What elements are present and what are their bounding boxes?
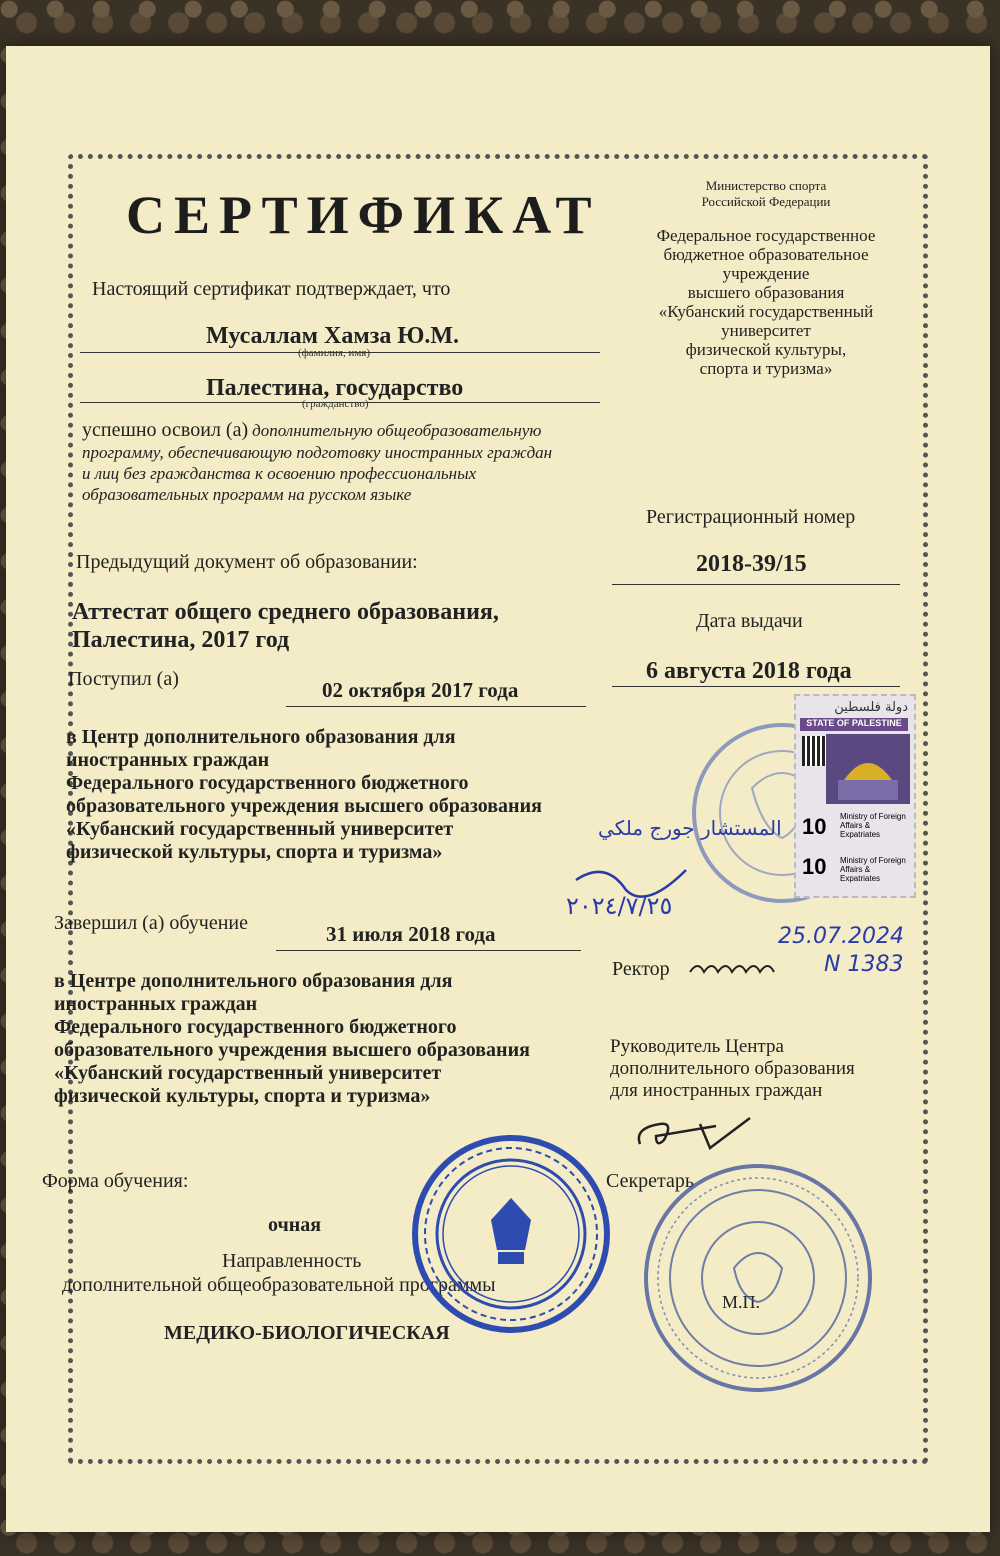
institution-line: «Кубанский государственный	[658, 302, 874, 321]
prev-doc-line: Аттестат общего среднего образования,	[72, 599, 499, 625]
ministry-header	[666, 178, 866, 210]
center1-line: «Кубанский государственный университет	[66, 818, 454, 840]
institution-line: Федеральное государственное	[656, 226, 876, 245]
center2-line: Федерального государственного бюджетного	[54, 1016, 457, 1038]
direction-value: МЕДИКО-БИОЛОГИЧЕСКАЯ	[164, 1322, 450, 1344]
institution-line: физической культуры,	[685, 340, 847, 359]
stamp-value: 10	[802, 814, 827, 839]
ministry-line: Министерство спорта	[705, 178, 827, 193]
form-value: очная	[268, 1214, 322, 1236]
institution-line: спорта и туризма»	[699, 359, 833, 378]
head-label-line: Руководитель Центра	[610, 1036, 784, 1057]
ministry-seal-icon	[408, 1134, 614, 1334]
handwritten-number: N 1383	[824, 952, 904, 977]
finished-underline	[276, 950, 581, 951]
center2-line: в Центре дополнительного образования для	[54, 970, 453, 992]
stamp-ministry: Ministry of Foreign Affairs & Expatriates	[840, 812, 906, 839]
stamp-value-2: 10	[802, 854, 827, 879]
enrolled-label: Поступил (а)	[68, 668, 179, 690]
program-line: дополнительную общеобразовательную	[252, 421, 542, 440]
mastered-lead: успешно освоил (а)	[82, 419, 249, 441]
head-label-line: дополнительного образования	[610, 1058, 855, 1079]
center1-line: Федерального государственного бюджетного	[66, 772, 469, 794]
reg-label: Регистрационный номер	[646, 506, 856, 528]
center2-block	[54, 970, 530, 1108]
center1-line: образовательного учреждения высшего образования	[66, 795, 542, 817]
prev-doc-line: Палестина, 2017 год	[72, 627, 290, 653]
stamp-arabic-title: دولة فلسطين	[834, 700, 908, 715]
mp-label: М.П.	[722, 1292, 761, 1312]
handwritten-arabic-name: المستشار جورج ملكي	[598, 816, 782, 840]
issue-date: 6 августа 2018 года	[646, 658, 852, 684]
prev-doc-label: Предыдущий документ об образовании:	[76, 551, 418, 573]
certificate-sheet	[6, 46, 990, 1532]
citizenship: Палестина, государство	[206, 375, 464, 401]
institution-line: университет	[721, 321, 811, 340]
direction-sub: дополнительной общеобразовательной программы	[62, 1274, 496, 1296]
center1-block	[66, 726, 542, 864]
reg-number: 2018-39/15	[696, 551, 807, 577]
head-label-line: для иностранных граждан	[610, 1080, 823, 1101]
institution-line: учреждение	[722, 264, 810, 283]
issue-underline	[612, 686, 900, 687]
center2-line: образовательного учреждения высшего образования	[54, 1039, 530, 1061]
program-line: и лиц без гражданства к освоению профессиональных	[82, 464, 477, 483]
palestine-postage-stamp	[794, 694, 916, 898]
certificate-title: СЕРТИФИКАТ	[126, 185, 601, 245]
handwritten-date: 25.07.2024	[778, 924, 904, 949]
center2-line: «Кубанский государственный университет	[54, 1062, 442, 1084]
institution-line: бюджетное образовательное	[663, 245, 869, 264]
institution-header	[636, 226, 896, 378]
rector-signature-icon	[686, 956, 796, 982]
enrolled-underline	[286, 706, 586, 707]
stamp-ministry-2: Ministry of Foreign Affairs & Expatriates	[840, 856, 906, 883]
finished-date: 31 июля 2018 года	[326, 922, 496, 946]
program-line: программу, обеспечивающую подготовку иностранных граждан	[82, 443, 553, 462]
citizenship-caption: (гражданство)	[302, 398, 369, 410]
stamp-english-title: STATE OF PALESTINE	[800, 718, 908, 731]
program-line: образовательных программ на русском языке	[82, 485, 412, 504]
intro-text: Настоящий сертификат подтверждает, что	[92, 278, 451, 300]
head-label	[610, 1036, 855, 1102]
reg-underline	[612, 584, 900, 585]
name-caption: (фамилия, имя)	[298, 347, 371, 359]
program-block	[82, 420, 552, 505]
ministry-line: Российской Федерации	[701, 194, 831, 209]
rector-label: Ректор	[612, 958, 670, 980]
holder-name: Мусаллам Хамза Ю.М.	[206, 323, 460, 349]
handwritten-arabic-date: ٢٠٢٤/٧/٢٥	[566, 892, 673, 920]
direction-label: Направленность	[222, 1250, 362, 1272]
center2-line: физической культуры, спорта и туризма»	[54, 1085, 431, 1107]
dome-of-the-rock-icon	[826, 734, 910, 804]
institution-line: высшего образования	[687, 283, 845, 302]
form-label: Форма обучения:	[42, 1170, 189, 1192]
head-signature-icon	[630, 1110, 770, 1150]
issue-label: Дата выдачи	[696, 610, 803, 632]
secretary-label: Секретарь	[606, 1170, 695, 1192]
center2-line: иностранных граждан	[54, 993, 258, 1015]
center1-line: в Центр дополнительного образования для	[66, 726, 456, 748]
enrolled-date: 02 октября 2017 года	[322, 678, 519, 702]
center1-line: физической культуры, спорта и туризма»	[66, 841, 443, 863]
center1-line: иностранных граждан	[66, 749, 270, 771]
arabic-signature-icon	[566, 850, 706, 910]
university-seal-icon	[638, 1158, 878, 1398]
finished-label: Завершил (а) обучение	[54, 912, 249, 934]
prev-doc	[72, 598, 499, 654]
